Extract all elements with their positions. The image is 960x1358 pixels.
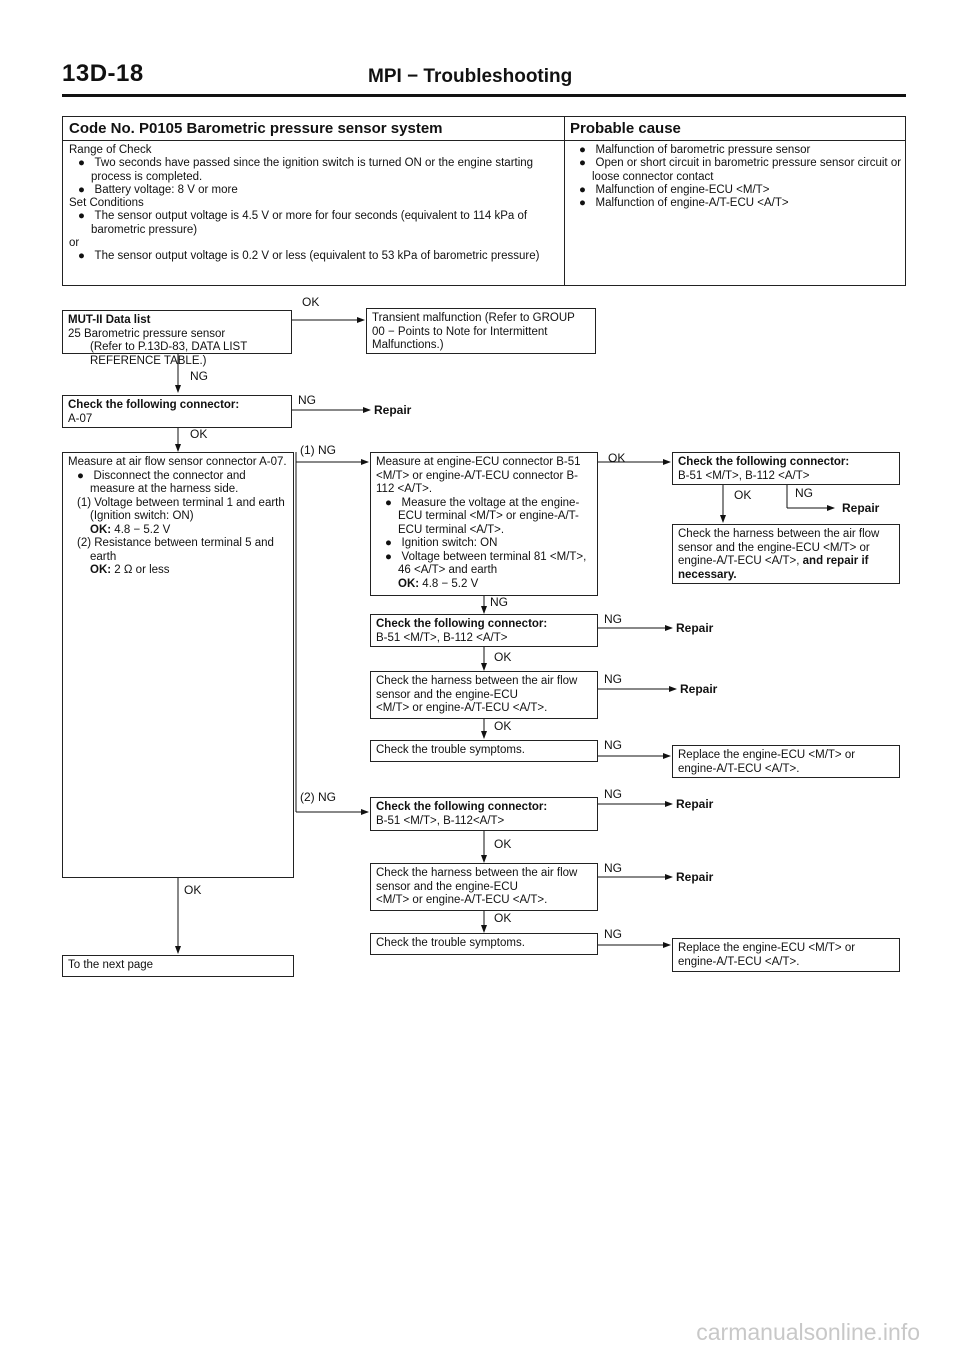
label-ng: NG bbox=[604, 787, 622, 801]
harness-low-box bbox=[370, 863, 598, 911]
label-ok: OK bbox=[302, 295, 320, 309]
page-code: 13D-18 bbox=[62, 60, 144, 87]
mut-title: MUT-II Data list bbox=[68, 314, 151, 326]
label-ng: NG bbox=[604, 738, 622, 752]
harness-top-text: Check the harness between the air flow sensor and the engine-ECU <M/T> or engine-A/T-ECU <A/T>, bbox=[678, 528, 880, 567]
cause-item: ● Open or short circuit in barometric pressure sensor circuit or loose connector contact bbox=[579, 157, 902, 183]
trouble-symptoms-1-box bbox=[370, 740, 598, 762]
airflow-step2: (2) Resistance between terminal 5 and earth bbox=[77, 537, 274, 563]
replace-2-text: Replace the engine-ECU <M/T> or engine-A/T-ECU <A/T>. bbox=[678, 942, 856, 968]
label-ok: OK bbox=[494, 911, 512, 925]
repair-label: Repair bbox=[676, 870, 714, 884]
label-ng: NG bbox=[604, 612, 622, 626]
label-ng: NG bbox=[604, 927, 622, 941]
cause-item: ● Malfunction of engine-ECU <M/T> bbox=[579, 183, 770, 196]
conn-b51-top-value: B-51 <M/T>, B-112 <A/T> bbox=[678, 469, 810, 482]
label-ng: NG bbox=[795, 486, 813, 500]
label-ng: NG bbox=[190, 369, 208, 383]
cause-item: ● Malfunction of barometric pressure sensor bbox=[579, 144, 811, 156]
harness-top-bold: and repair if necessary. bbox=[678, 555, 869, 581]
repair-label: Repair bbox=[374, 403, 412, 417]
airflow-ok1: OK: 4.8 − 5.2 V bbox=[90, 523, 171, 536]
airflow-bullet: ● Disconnect the connector and measure at the harness side. bbox=[77, 469, 246, 495]
trouble-symptoms-2-box bbox=[370, 933, 598, 955]
airflow-ok2: OK: 2 Ω or less bbox=[90, 564, 170, 576]
replace-1-text: Replace the engine-ECU <M/T> or engine-A/T-ECU <A/T>. bbox=[678, 749, 856, 775]
label-ok: OK bbox=[608, 451, 626, 465]
mut-data-list-box bbox=[62, 310, 292, 367]
replace-ecu-2-box bbox=[672, 938, 900, 972]
conn-b51-mid-box bbox=[370, 614, 598, 647]
label-ng: NG bbox=[298, 393, 316, 407]
section-title: MPI − Troubleshooting bbox=[368, 66, 573, 87]
label-ng: NG bbox=[604, 672, 622, 686]
conn-b51-low-value: B-51 <M/T>, B-112<A/T> bbox=[376, 814, 505, 827]
conn-b51-low-box bbox=[370, 797, 598, 831]
next-page-box bbox=[62, 955, 294, 977]
range-item: ● Battery voltage: 8 V or more bbox=[78, 183, 238, 196]
conn-a07-title: Check the following connector: bbox=[68, 399, 240, 411]
or-label: or bbox=[69, 237, 80, 250]
label-ok: OK bbox=[734, 488, 752, 502]
range-label: Range of Check bbox=[69, 144, 152, 156]
harness-low-tail: <M/T> or engine-A/T-ECU <A/T>. bbox=[376, 894, 548, 906]
harness-mid-text: Check the harness between the air flow sensor and the engine-ECU bbox=[376, 675, 578, 701]
ecu-bullet3: ● Voltage between terminal 81 <M/T>, 46 <A/T> and earth bbox=[385, 550, 587, 576]
label-ng2: (2) NG bbox=[300, 790, 336, 804]
label-ok: OK bbox=[494, 719, 512, 733]
harness-mid-box bbox=[370, 671, 598, 719]
mut-line1: 25 Barometric pressure sensor bbox=[68, 327, 226, 340]
repair-label: Repair bbox=[842, 501, 880, 515]
repair-label: Repair bbox=[676, 797, 714, 811]
label-ok: OK bbox=[190, 427, 208, 441]
transient-text: Transient malfunction (Refer to GROUP 00 − Points to Note for Intermittent Malfunctions.) bbox=[372, 312, 575, 351]
trouble-1-text: Check the trouble symptoms. bbox=[376, 744, 525, 756]
set-item: ● The sensor output voltage is 4.5 V or more for four seconds (equivalent to 114 kPa of barometric pressure) bbox=[78, 210, 528, 236]
measure-ecu-box bbox=[370, 452, 598, 596]
range-item: ● Two seconds have passed since the ignition switch is turned ON or the engine starting process is completed. bbox=[78, 157, 534, 183]
harness-mid-tail: <M/T> or engine-A/T-ECU <A/T>. bbox=[376, 702, 548, 714]
code-heading: Code No. P0105 Barometric pressure sensor system bbox=[63, 117, 565, 141]
harness-top-right-box bbox=[672, 524, 900, 584]
trouble-2-text: Check the trouble symptoms. bbox=[376, 937, 525, 949]
conn-b51-top-title: Check the following connector: bbox=[678, 456, 850, 468]
conn-b51-top-box bbox=[672, 452, 900, 485]
ecu-bullet1: ● Measure the voltage at the engine-ECU terminal <M/T> or engine-A/T-ECU terminal <A/T>. bbox=[385, 496, 580, 536]
cause-item: ● Malfunction of engine-A/T-ECU <A/T> bbox=[579, 197, 789, 210]
conn-a07-box bbox=[62, 395, 292, 428]
conn-b51-mid-value: B-51 <M/T>, B-112 <A/T> bbox=[376, 631, 508, 644]
ecu-bullet2: ● Ignition switch: ON bbox=[385, 537, 498, 549]
watermark: carmanualsonline.info bbox=[696, 1319, 920, 1345]
conn-a07-value: A-07 bbox=[68, 412, 93, 425]
next-page-text: To the next page bbox=[68, 959, 154, 971]
measure-airflow-box bbox=[62, 452, 294, 878]
label-ng: NG bbox=[604, 861, 622, 875]
mut-line2: (Refer to P.13D-83, DATA LIST REFERENCE TABLE.) bbox=[90, 341, 248, 367]
transient-box bbox=[366, 308, 596, 354]
label-ok: OK bbox=[494, 650, 512, 664]
replace-ecu-1-box bbox=[672, 745, 900, 778]
ecu-ok: OK: 4.8 − 5.2 V bbox=[398, 577, 479, 590]
harness-low-text: Check the harness between the air flow sensor and the engine-ECU bbox=[376, 867, 578, 893]
airflow-step1: (1) Voltage between terminal 1 and earth (Ignition switch: ON) bbox=[77, 496, 285, 522]
repair-label: Repair bbox=[680, 682, 718, 696]
label-ng1: (1) NG bbox=[300, 443, 336, 457]
airflow-line1: Measure at air flow sensor connector A-07. bbox=[68, 456, 287, 468]
label-ok: OK bbox=[184, 883, 202, 897]
label-ok: OK bbox=[494, 837, 512, 851]
conn-b51-low-title: Check the following connector: bbox=[376, 801, 548, 813]
ecu-line1: Measure at engine-ECU connector B-51 <M/T> or engine-A/T-ECU connector B-112 <A/T>. bbox=[376, 456, 581, 495]
label-ng: NG bbox=[490, 595, 508, 609]
repair-label: Repair bbox=[676, 621, 714, 635]
conn-b51-mid-title: Check the following connector: bbox=[376, 618, 548, 630]
set-label: Set Conditions bbox=[69, 197, 144, 210]
cause-heading: Probable cause bbox=[564, 117, 905, 141]
set-item: ● The sensor output voltage is 0.2 V or less (equivalent to 53 kPa of barometric pressure) bbox=[78, 250, 540, 263]
